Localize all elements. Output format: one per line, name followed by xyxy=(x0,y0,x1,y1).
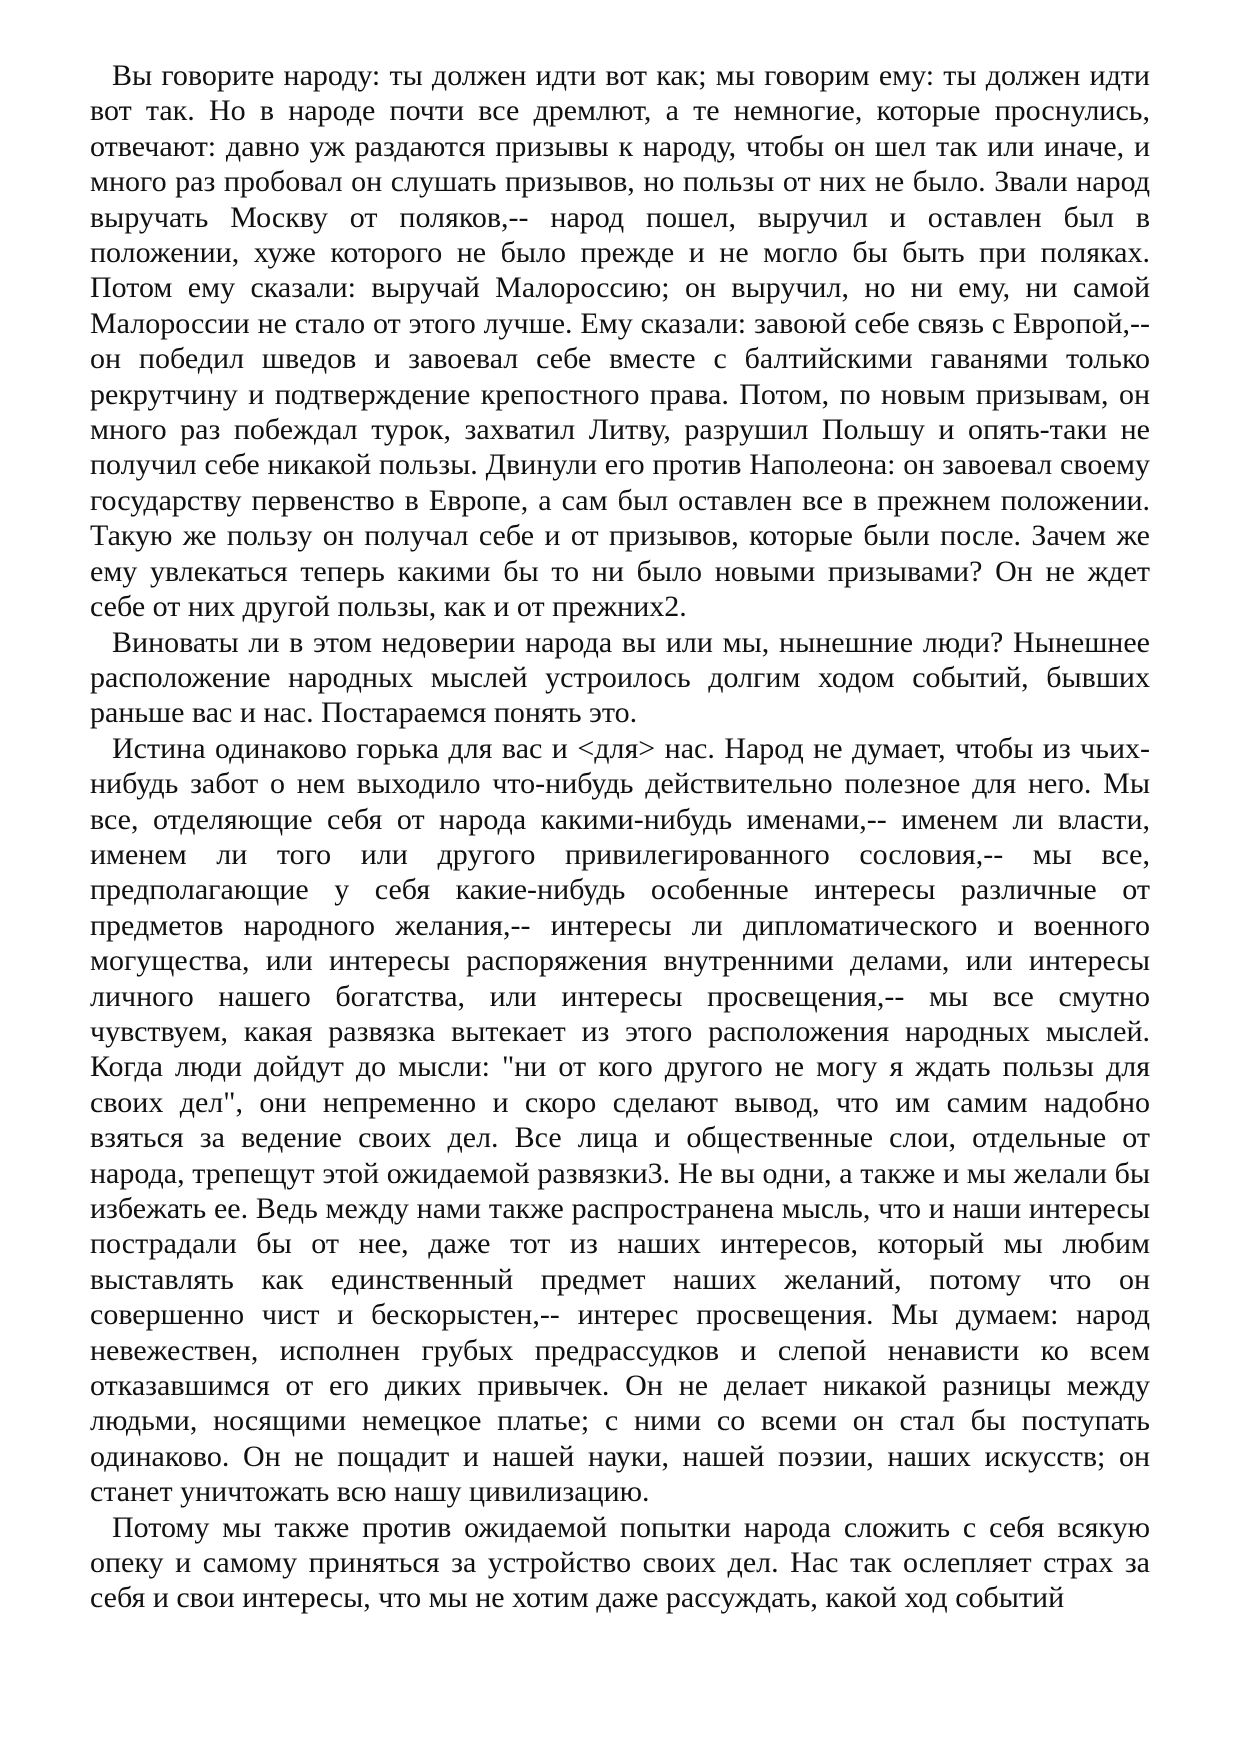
paragraph-1: Вы говорите народу: ты должен идти вот как; мы говорим ему: ты должен идти вот так. Но в народе почти все дремлют, а те немногие, которые проснулись, отвечают: давно уж раздаются призывы к народу, чтобы он шел так или иначе, и много раз пробовал он слушать призывов, но пользы от них не было. Звали народ выручать Москву от поляков,-- народ пошел, выручил и оставлен был в положении, хуже которого не было прежде и не могло бы быть при поляках. Потом ему сказали: выручай Малороссию; он выручил, но ни ему, ни самой Малороссии не стало от этого лучше. Ему сказали: завоюй себе связь с Европой,-- он победил шведов и завоевал себе вместе с балтийскими гаванями только рекрутчину и подтверждение крепостного права. Потом, по новым призывам, он много раз побеждал турок, захватил Литву, разрушил Польшу и опять-таки не получил себе никакой пользы. Двинули его против Наполеона: он завоевал своему государству первенство в Европе, а сам был оставлен все в прежнем положении. Такую же пользу он получал себе и от призывов, которые были после. Зачем же ему увлекаться теперь какими бы то ни было новыми призывами? Он не ждет себе от них другой пользы, как и от прежних2. xyxy=(90,59,1150,624)
paragraph-2: Виноваты ли в этом недоверии народа вы или мы, нынешние люди? Нынешнее расположение народных мыслей устроилось долгим ходом событий, бывших раньше вас и нас. Постараемся понять это. xyxy=(90,625,1150,730)
document-page xyxy=(90,58,1150,1616)
paragraph-3: Истина одинаково горька для вас и <для> нас. Народ не думает, чтобы из чьих-нибудь забот о нем выходило что-нибудь действительно полезное для него. Мы все, отделяющие себя от народа какими-нибудь именами,-- именем ли власти, именем ли того или другого привилегированного сословия,-- мы все, предполагающие у себя какие-нибудь особенные интересы различные от предметов народного желания,-- интересы ли дипломатического и военного могущества, или интересы распоряжения внутренними делами, или интересы личного нашего богатства, или интересы просвещения,-- мы все смутно чувствуем, какая развязка вытекает из этого расположения народных мыслей. Когда люди дойдут до мысли: "ни от кого другого не могу я ждать пользы для своих дел", они непременно и скоро сделают вывод, что им самим надобно взяться за ведение своих дел. Все лица и общественные слои, отдельные от народа, трепещут этой ожидаемой развязки3. Не вы одни, а также и мы желали бы избежать ее. Ведь между нами также распространена мысль, что и наши интересы пострадали бы от нее, даже тот из наших интересов, который мы любим выставлять как единственный предмет наших желаний, потому что он совершенно чист и бескорыстен,-- интерес просвещения. Мы думаем: народ невежествен, исполнен грубых предрассудков и слепой ненависти ко всем отказавшимся от его диких привычек. Он не делает никакой разницы между людьми, носящими немецкое платье; с ними со всеми он стал бы поступать одинаково. Он не пощадит и нашей науки, нашей поэзии, наших искусств; он станет уничтожать всю нашу цивилизацию. xyxy=(90,731,1150,1509)
paragraph-4: Потому мы также против ожидаемой попытки народа сложить с себя всякую опеку и самому приняться за устройство своих дел. Нас так ослепляет страх за себя и свои интересы, что мы не хотим даже рассуждать, какой ход событий xyxy=(90,1510,1150,1615)
